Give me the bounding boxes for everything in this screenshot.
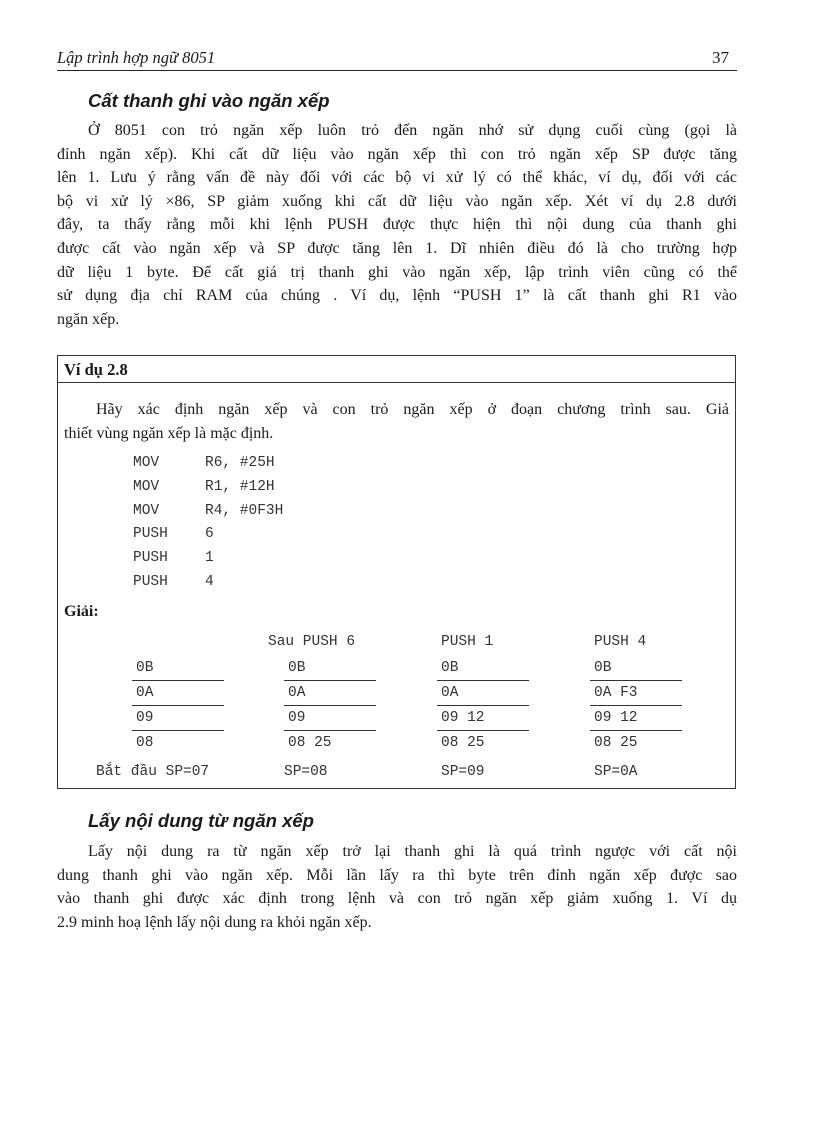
page-header [57, 44, 737, 71]
stack-cell: 0A [284, 681, 376, 706]
section-heading-pop: Lấy nội dung từ ngăn xếp [88, 810, 314, 831]
code-line [133, 523, 283, 547]
paragraph-line: được cất vào ngăn xếp và SP được tăng lên 1. Dĩ nhiên điều đó là cho trường hợp [57, 239, 737, 257]
paragraph-line: vào thanh ghi được xác định trong lệnh và con trỏ ngăn xếp giảm xuống 1. Ví dụ [57, 890, 737, 908]
example-header [58, 356, 735, 383]
paragraph-line: dữ liệu 1 byte. Để cất giá trị thanh ghi vào ngăn xếp, lập trình viên cũng có thể [57, 263, 737, 281]
code-line [133, 452, 283, 476]
paragraph-pop [57, 840, 737, 934]
column-header-push6: Sau PUSH 6 [268, 634, 356, 650]
paragraph-line: Ở 8051 con trỏ ngăn xếp luôn trỏ đến ngăn nhớ sử dụng cuối cùng (gọi là [88, 122, 737, 139]
stack-cell: 08 25 [441, 735, 485, 751]
sp-after-push6: SP=08 [284, 764, 328, 780]
column-header-push1: PUSH 1 [441, 634, 494, 650]
stack-cell: 09 12 [437, 706, 529, 731]
paragraph-line: đây, ta thấy rằng mỗi khi lệnh PUSH được thực hiện thì nội dung của thanh ghi [57, 216, 737, 234]
stack-cell: 0A [437, 681, 529, 706]
code-op: MOV [133, 455, 160, 471]
stack-cell: 0A F3 [590, 681, 682, 706]
code-args: R4, #0F3H [205, 502, 284, 519]
sp-after-push4: SP=0A [594, 764, 638, 780]
code-line [133, 571, 283, 595]
stack-cell: 0B [437, 656, 529, 681]
section-heading-push: Cất thanh ghi vào ngăn xếp [88, 90, 330, 111]
code-listing [133, 452, 283, 595]
solution-label: Giải: [64, 603, 99, 620]
stack-cell: 0A [132, 681, 224, 706]
stack-after-push1 [437, 656, 529, 756]
stack-cell: 08 25 [594, 735, 638, 751]
code-op: PUSH [133, 550, 168, 567]
example-title: Ví dụ 2.8 [64, 360, 128, 379]
code-op: MOV [133, 478, 160, 495]
page-number: 37 [712, 48, 729, 67]
code-line [133, 476, 283, 500]
code-op: PUSH [133, 573, 168, 590]
paragraph-line: 2.9 minh hoạ lệnh lấy nội dung ra khỏi ngăn xếp. [57, 913, 372, 931]
code-op: PUSH [133, 526, 168, 543]
paragraph-line: lên 1. Lưu ý rằng vấn đề này đối với các bộ vi xử lý có thể khác, ví dụ, đối với các [57, 169, 737, 187]
paragraph-line: ngăn xếp. [57, 310, 120, 328]
stack-cell: 09 12 [590, 706, 682, 731]
paragraph-line: sử dụng địa chỉ RAM của chúng . Ví dụ, lệnh “PUSH 1” là cất thanh ghi R1 vào [57, 287, 737, 305]
stack-cell: 09 [284, 706, 376, 731]
sp-after-push1: SP=09 [441, 764, 485, 780]
paragraph-line: Lấy nội dung ra từ ngăn xếp trở lại thanh ghi là quá trình ngược với cất nội [88, 843, 737, 860]
stack-cell: 08 [136, 735, 154, 751]
stack-cell: 0B [590, 656, 682, 681]
paragraph-line: đỉnh ngăn xếp). Khi cất dữ liệu vào ngăn xếp thì con trỏ ngăn xếp SP được tăng [57, 145, 737, 163]
stack-cell: 08 25 [288, 735, 332, 751]
code-args: R6, #25H [205, 455, 275, 471]
code-args: R1, #12H [205, 478, 275, 495]
stack-cell: 09 [132, 706, 224, 731]
stack-after-push4 [590, 656, 682, 756]
paragraph-line: bộ vi xử lý ×86, SP giảm xuống khi cất dữ liệu vào ngăn xếp. Xét ví dụ 2.8 dưới [57, 192, 737, 210]
stack-initial [132, 656, 224, 756]
question-line: Hãy xác định ngăn xếp và con trỏ ngăn xếp ở đoạn chương trình sau. Giả [96, 401, 729, 418]
code-line [133, 547, 283, 571]
stack-cell: 0B [284, 656, 376, 681]
paragraph-line: dung thanh ghi vào ngăn xếp. Mỗi lần lấy ra thì byte trên đỉnh ngăn xếp được sao [57, 866, 737, 884]
sp-initial: Bắt đầu SP=07 [96, 764, 210, 780]
running-title: Lập trình hợp ngữ 8051 [57, 48, 216, 67]
code-args: 1 [205, 550, 214, 567]
example-question [64, 398, 729, 446]
code-line [133, 500, 283, 524]
code-args: 4 [205, 573, 214, 590]
code-op: MOV [133, 502, 160, 519]
question-line: thiết vùng ngăn xếp là mặc định. [64, 425, 274, 442]
code-args: 6 [205, 526, 214, 543]
stack-cell: 0B [132, 656, 224, 681]
example-box [57, 355, 736, 789]
paragraph-push [57, 119, 737, 331]
stack-after-push6 [284, 656, 376, 756]
column-header-push4: PUSH 4 [594, 634, 647, 650]
